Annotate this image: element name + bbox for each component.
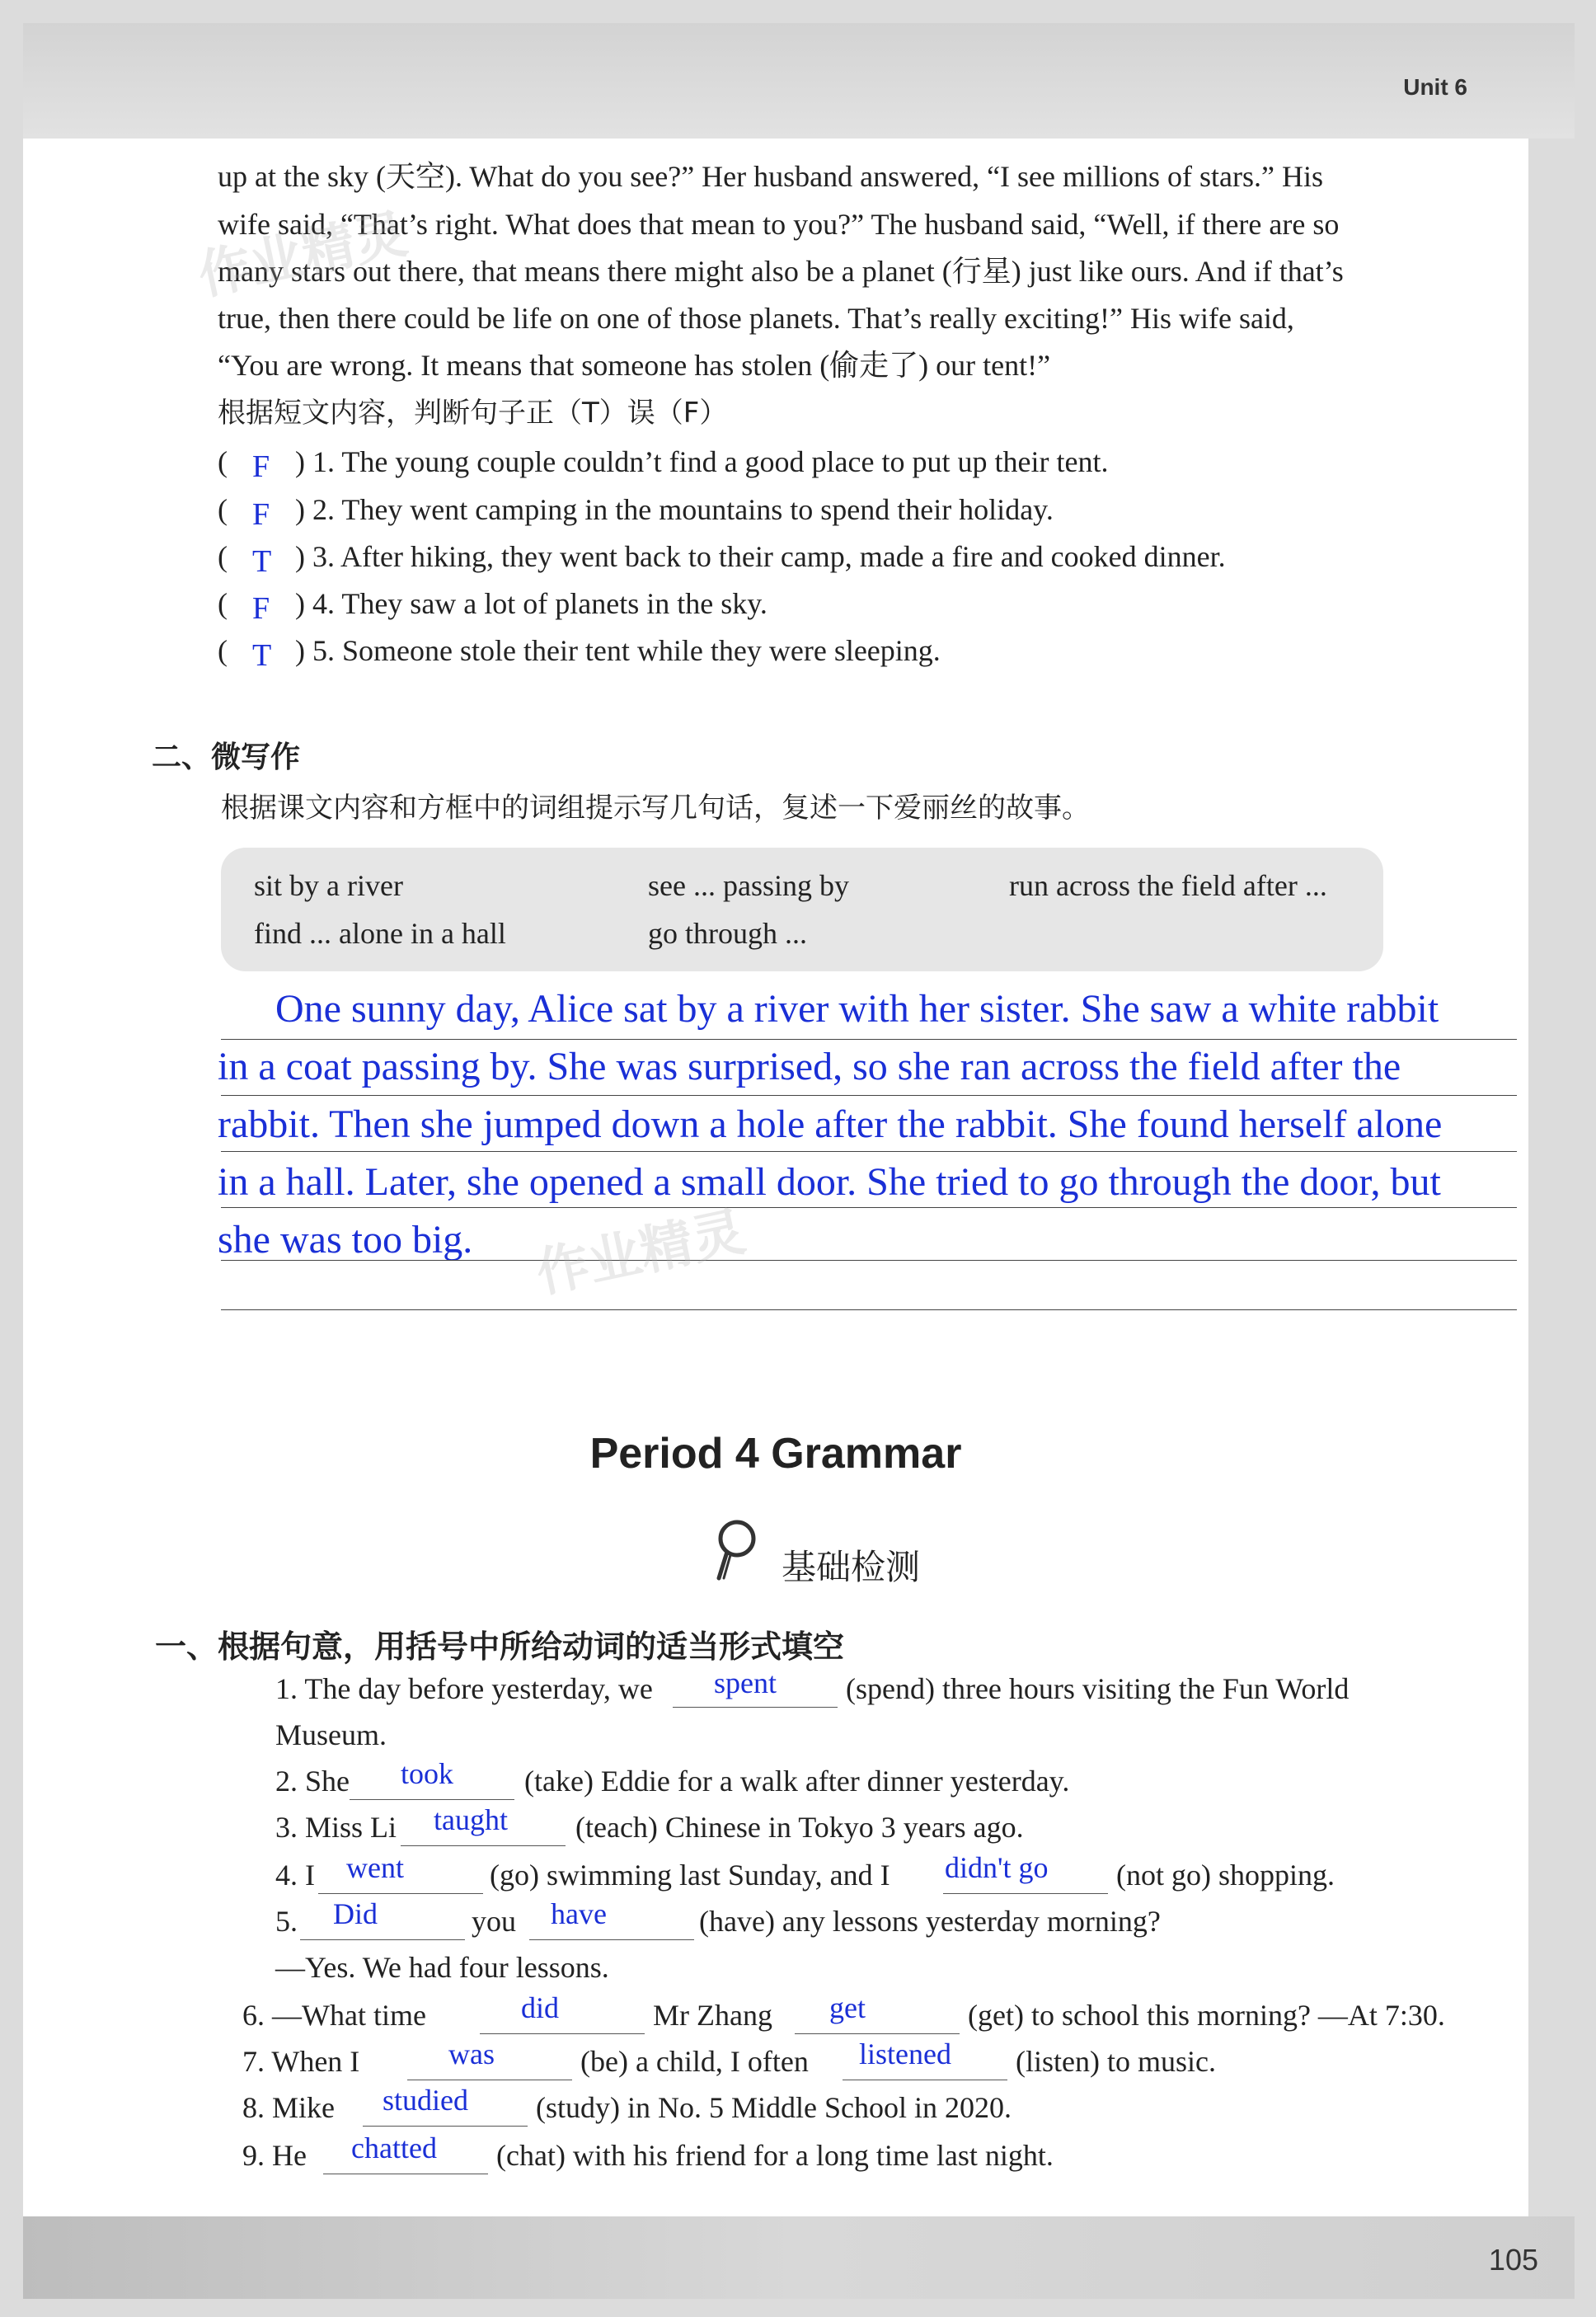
exercise-text: 7. When I xyxy=(242,2045,360,2078)
answer-fill[interactable]: did xyxy=(521,1991,560,2024)
exercise-text: (teach) Chinese in Tokyo 3 years ago. xyxy=(575,1811,1024,1844)
tf-statement: ) 4. They saw a lot of planets in the sky. xyxy=(295,587,767,620)
phrase: see ... passing by xyxy=(648,869,849,902)
story-line: many stars out there, that means there might also be a planet (行星) just like ours. And if that’s xyxy=(218,255,1344,288)
answer-fill[interactable]: was xyxy=(448,2037,495,2070)
exercise-text: (be) a child, I often xyxy=(580,2045,809,2078)
exercise-text: 8. Mike xyxy=(242,2091,335,2124)
phrase: sit by a river xyxy=(254,869,403,902)
exercise-text: Mr Zhang xyxy=(653,1999,772,2032)
answer-fill[interactable]: have xyxy=(551,1897,607,1930)
answer-blank xyxy=(943,1893,1108,1894)
page-number: 105 xyxy=(1488,2243,1538,2277)
writing-rule xyxy=(221,1151,1517,1152)
tf-open-paren: ( xyxy=(218,540,228,573)
answer-blank xyxy=(363,2126,528,2127)
exercise-text: 5. xyxy=(275,1905,298,1938)
writing-answer-line[interactable]: in a hall. Later, she opened a small door. She tried to go through the door, but xyxy=(218,1160,1441,1204)
answer-fill[interactable]: took xyxy=(401,1757,454,1790)
answer-blank xyxy=(795,2033,960,2034)
exercise-text: 2. She xyxy=(275,1765,350,1798)
story-line: wife said, “That’s right. What does that mean to you?” The husband said, “Well, if there are so xyxy=(218,208,1340,241)
phrase: go through ... xyxy=(648,917,807,950)
answer-fill[interactable]: chatted xyxy=(351,2131,437,2164)
exercise-text: (get) to school this morning? —At 7:30. xyxy=(968,1999,1445,2032)
exercise-text: (chat) with his friend for a long time last night. xyxy=(496,2139,1054,2172)
tf-answer[interactable]: F xyxy=(252,497,270,532)
writing-answer-line[interactable]: she was too big. xyxy=(218,1218,473,1262)
answer-fill[interactable]: spent xyxy=(714,1666,777,1699)
page xyxy=(23,139,1528,2216)
exercise-text: —Yes. We had four lessons. xyxy=(275,1951,609,1984)
exercise-text: (have) any lessons yesterday morning? xyxy=(699,1905,1161,1938)
writing-rule xyxy=(221,1039,1517,1040)
exercise-text: (study) in No. 5 Middle School in 2020. xyxy=(536,2091,1012,2124)
story-line: “You are wrong. It means that someone has stolen (偷走了) our tent!” xyxy=(218,349,1051,382)
writing-answer-line[interactable]: One sunny day, Alice sat by a river with her sister. She saw a white rabbit xyxy=(275,987,1439,1031)
exercise-text: Museum. xyxy=(275,1718,387,1751)
exercise-title: 一、根据句意，用括号中所给动词的适当形式填空 xyxy=(155,1628,845,1665)
tf-answer[interactable]: F xyxy=(252,591,270,626)
exercise-text: 3. Miss Li xyxy=(275,1811,397,1844)
exercise-text: 4. I xyxy=(275,1859,315,1892)
answer-fill[interactable]: didn't go xyxy=(945,1851,1049,1884)
tf-answer[interactable]: F xyxy=(252,449,270,484)
story-line: up at the sky (天空). What do you see?” Her husband answered, “I see millions of stars.” His xyxy=(218,160,1323,193)
answer-fill[interactable]: taught xyxy=(434,1803,508,1836)
answer-fill[interactable]: went xyxy=(346,1851,404,1884)
phrase: run across the field after ... xyxy=(1009,869,1327,902)
writing-rule xyxy=(221,1309,1517,1310)
tf-statement: ) 2. They went camping in the mountains to spend their holiday. xyxy=(295,493,1054,526)
phrase: find ... alone in a hall xyxy=(254,917,506,950)
magnifier-icon xyxy=(707,1517,765,1583)
tf-statement: ) 5. Someone stole their tent while they were sleeping. xyxy=(295,634,941,667)
exercise-text: (take) Eddie for a walk after dinner yesterday. xyxy=(524,1765,1070,1798)
phrase-box xyxy=(221,848,1383,971)
exercise-text: (spend) three hours visiting the Fun World xyxy=(846,1672,1350,1705)
writing-rule xyxy=(221,1207,1517,1208)
writing-instruction: 根据课文内容和方框中的词组提示写几句话，复述一下爱丽丝的故事。 xyxy=(221,792,1090,825)
exercise-text: 9. He xyxy=(242,2139,307,2172)
writing-answer-line[interactable]: in a coat passing by. She was surprised, so she ran across the field after the xyxy=(218,1045,1401,1088)
answer-blank xyxy=(350,1799,514,1800)
answer-fill[interactable]: listened xyxy=(859,2037,951,2070)
exercise-text: you xyxy=(472,1905,516,1938)
tf-answer[interactable]: T xyxy=(252,638,272,673)
watermark: 作业精灵 xyxy=(531,1201,751,1305)
exercise-text: 6. —What time xyxy=(242,1999,426,2032)
story-line: true, then there could be life on one of those planets. That’s really exciting!” His wife said, xyxy=(218,302,1294,335)
answer-fill[interactable]: Did xyxy=(333,1897,378,1930)
tf-open-paren: ( xyxy=(218,493,228,526)
tf-statement: ) 3. After hiking, they went back to their camp, made a fire and cooked dinner. xyxy=(295,540,1226,573)
writing-rule xyxy=(221,1260,1517,1261)
tf-answer[interactable]: T xyxy=(252,544,272,579)
answer-blank xyxy=(300,1939,465,1940)
unit-label: Unit 6 xyxy=(1403,74,1467,100)
tf-open-paren: ( xyxy=(218,634,228,667)
scan-shadow-bottom xyxy=(23,2216,1575,2299)
answer-blank xyxy=(318,1893,483,1894)
watermark: 作业精灵 xyxy=(193,204,413,308)
answer-fill[interactable]: studied xyxy=(383,2084,468,2117)
section-label: 基础检测 xyxy=(782,1547,921,1587)
period-title: Period 4 Grammar xyxy=(589,1430,962,1478)
tf-instruction: 根据短文内容，判断句子正（T）误（F） xyxy=(218,397,728,430)
exercise-text: (listen) to music. xyxy=(1016,2045,1216,2078)
answer-fill[interactable]: get xyxy=(829,1991,866,2024)
tf-statement: ) 1. The young couple couldn’t find a good place to put up their tent. xyxy=(295,445,1109,478)
writing-title: 二、微写作 xyxy=(152,740,301,774)
answer-blank xyxy=(480,2033,645,2034)
exercise-text: (go) swimming last Sunday, and I xyxy=(490,1859,890,1892)
tf-open-paren: ( xyxy=(218,445,228,478)
exercise-text: (not go) shopping. xyxy=(1116,1859,1335,1892)
answer-blank xyxy=(401,1845,566,1846)
answer-blank xyxy=(673,1707,838,1708)
tf-open-paren: ( xyxy=(218,587,228,620)
answer-blank xyxy=(529,1939,694,1940)
writing-answer-line[interactable]: rabbit. Then she jumped down a hole after the rabbit. She found herself alone xyxy=(218,1102,1443,1146)
scan-shadow-top xyxy=(23,23,1575,139)
exercise-text: 1. The day before yesterday, we xyxy=(275,1672,653,1705)
writing-rule xyxy=(221,1095,1517,1096)
